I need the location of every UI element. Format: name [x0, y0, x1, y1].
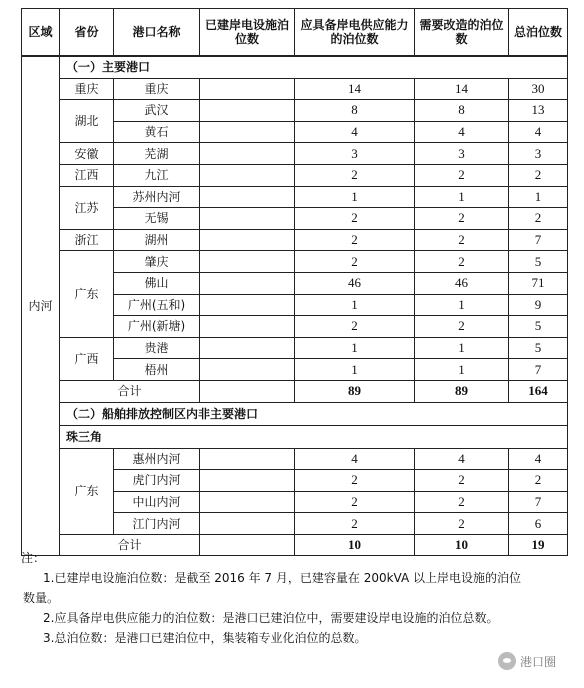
built-cell	[200, 337, 295, 359]
retrofit-cell: 4	[415, 121, 509, 143]
table-row	[22, 78, 568, 100]
retrofit-cell: 4	[415, 448, 509, 470]
retrofit-cell: 2	[415, 229, 509, 251]
total-cell: 6	[509, 513, 568, 535]
capable-cell: 1	[295, 294, 415, 316]
retrofit-cell: 1	[415, 186, 509, 208]
table-row	[22, 164, 568, 186]
capable-cell: 2	[295, 491, 415, 513]
section1-title: （一）主要港口	[60, 56, 568, 78]
total-cell: 3	[509, 143, 568, 165]
capable-cell: 2	[295, 470, 415, 492]
header-built: 已建岸电设施泊位数	[200, 9, 295, 57]
table-row	[22, 186, 568, 208]
retrofit-cell: 2	[415, 513, 509, 535]
subtotal-retrofit: 89	[415, 380, 509, 402]
table-row	[22, 337, 568, 359]
province-cell: 广西	[60, 337, 114, 380]
subtotal-label: 合计	[60, 380, 200, 402]
subtotal-total: 164	[509, 380, 568, 402]
total-cell: 30	[509, 78, 568, 100]
retrofit-cell: 46	[415, 272, 509, 294]
note-item: 2.应具备岸电供应能力的泊位数：是港口已建泊位中，需要建设岸电设施的泊位总数。	[43, 611, 499, 625]
total-cell: 4	[509, 448, 568, 470]
retrofit-cell: 3	[415, 143, 509, 165]
retrofit-cell: 2	[415, 491, 509, 513]
port-cell: 梧州	[114, 359, 200, 381]
region-cell: 内河	[22, 56, 60, 556]
retrofit-cell: 2	[415, 208, 509, 230]
capable-cell: 3	[295, 143, 415, 165]
built-cell	[200, 186, 295, 208]
retrofit-cell: 2	[415, 251, 509, 273]
retrofit-cell: 2	[415, 164, 509, 186]
province-cell: 浙江	[60, 229, 114, 251]
subtotal-total: 19	[509, 534, 568, 556]
capable-cell: 14	[295, 78, 415, 100]
total-cell: 9	[509, 294, 568, 316]
built-cell	[200, 513, 295, 535]
province-cell: 广东	[60, 251, 114, 337]
port-cell: 苏州内河	[114, 186, 200, 208]
port-cell: 贵港	[114, 337, 200, 359]
capable-cell: 2	[295, 513, 415, 535]
built-cell	[200, 121, 295, 143]
built-cell	[200, 448, 295, 470]
watermark	[498, 652, 556, 670]
built-cell	[200, 294, 295, 316]
subregion-row	[22, 425, 568, 448]
subtotal-label: 合计	[60, 534, 200, 556]
total-cell: 5	[509, 251, 568, 273]
port-cell: 无锡	[114, 208, 200, 230]
total-cell: 4	[509, 121, 568, 143]
note-item: 1.已建岸电设施泊位数：是截至 2016 年 7 月，已建容量在 200kVA 以上岸电设施的泊位	[43, 571, 522, 585]
province-cell: 湖北	[60, 100, 114, 143]
note-item: 3.总泊位数：是港口已建泊位中，集装箱专业化泊位的总数。	[43, 631, 367, 645]
port-cell: 黄石	[114, 121, 200, 143]
retrofit-cell: 2	[415, 470, 509, 492]
retrofit-cell: 1	[415, 294, 509, 316]
total-cell: 71	[509, 272, 568, 294]
capable-cell: 4	[295, 448, 415, 470]
total-cell: 2	[509, 164, 568, 186]
table-row	[22, 143, 568, 165]
header-region: 区域	[22, 9, 60, 57]
table-row	[22, 448, 568, 470]
port-cell: 九江	[114, 164, 200, 186]
built-cell	[200, 164, 295, 186]
built-cell	[200, 316, 295, 338]
port-cell: 惠州内河	[114, 448, 200, 470]
port-cell: 湖州	[114, 229, 200, 251]
built-cell	[200, 143, 295, 165]
watermark-text: 港口圈	[520, 654, 557, 669]
built-cell	[200, 100, 295, 122]
province-cell: 广东	[60, 448, 114, 534]
header-row	[22, 9, 568, 57]
port-cell: 肇庆	[114, 251, 200, 273]
port-cell: 武汉	[114, 100, 200, 122]
subtotal-row	[22, 380, 568, 402]
built-cell	[200, 208, 295, 230]
subtotal-retrofit: 10	[415, 534, 509, 556]
header-capable: 应具备岸电供应能力的泊位数	[295, 9, 415, 57]
total-cell: 7	[509, 229, 568, 251]
header-total: 总泊位数	[509, 9, 568, 57]
total-cell: 2	[509, 470, 568, 492]
subtotal-capable: 10	[295, 534, 415, 556]
header-province: 省份	[60, 9, 114, 57]
header-port: 港口名称	[114, 9, 200, 57]
retrofit-cell: 1	[415, 359, 509, 381]
retrofit-cell: 14	[415, 78, 509, 100]
section2-title: （二）船舶排放控制区内非主要港口	[60, 402, 568, 425]
port-cell: 广州(五和)	[114, 294, 200, 316]
capable-cell: 4	[295, 121, 415, 143]
built-cell	[200, 470, 295, 492]
subtotal-built	[200, 380, 295, 402]
section-title-row	[22, 56, 568, 78]
capable-cell: 8	[295, 100, 415, 122]
header-retrofit: 需要改造的泊位数	[415, 9, 509, 57]
province-cell: 重庆	[60, 78, 114, 100]
capable-cell: 2	[295, 229, 415, 251]
port-cell: 江门内河	[114, 513, 200, 535]
capable-cell: 1	[295, 337, 415, 359]
port-cell: 广州(新塘)	[114, 316, 200, 338]
subtotal-capable: 89	[295, 380, 415, 402]
notes-title: 注：	[21, 551, 46, 565]
total-cell: 2	[509, 208, 568, 230]
total-cell: 13	[509, 100, 568, 122]
note-item: 数量。	[23, 591, 60, 605]
capable-cell: 1	[295, 359, 415, 381]
built-cell	[200, 359, 295, 381]
port-cell: 虎门内河	[114, 470, 200, 492]
total-cell: 7	[509, 491, 568, 513]
built-cell	[200, 229, 295, 251]
wechat-icon	[498, 652, 516, 670]
table-row	[22, 251, 568, 273]
total-cell: 5	[509, 316, 568, 338]
total-cell: 5	[509, 337, 568, 359]
port-cell: 中山内河	[114, 491, 200, 513]
province-cell: 安徽	[60, 143, 114, 165]
capable-cell: 1	[295, 186, 415, 208]
built-cell	[200, 491, 295, 513]
province-cell: 江苏	[60, 186, 114, 229]
capable-cell: 2	[295, 316, 415, 338]
total-cell: 7	[509, 359, 568, 381]
retrofit-cell: 2	[415, 316, 509, 338]
capable-cell: 2	[295, 208, 415, 230]
subregion-title: 珠三角	[60, 425, 568, 448]
retrofit-cell: 1	[415, 337, 509, 359]
built-cell	[200, 78, 295, 100]
built-cell	[200, 251, 295, 273]
built-cell	[200, 272, 295, 294]
retrofit-cell: 8	[415, 100, 509, 122]
table-row	[22, 229, 568, 251]
section-title-row	[22, 402, 568, 425]
port-cell: 佛山	[114, 272, 200, 294]
notes	[21, 548, 567, 648]
capable-cell: 2	[295, 164, 415, 186]
total-cell: 1	[509, 186, 568, 208]
province-cell: 江西	[60, 164, 114, 186]
port-cell: 重庆	[114, 78, 200, 100]
table-row	[22, 100, 568, 122]
port-cell: 芜湖	[114, 143, 200, 165]
capable-cell: 2	[295, 251, 415, 273]
berth-table	[21, 8, 568, 556]
capable-cell: 46	[295, 272, 415, 294]
